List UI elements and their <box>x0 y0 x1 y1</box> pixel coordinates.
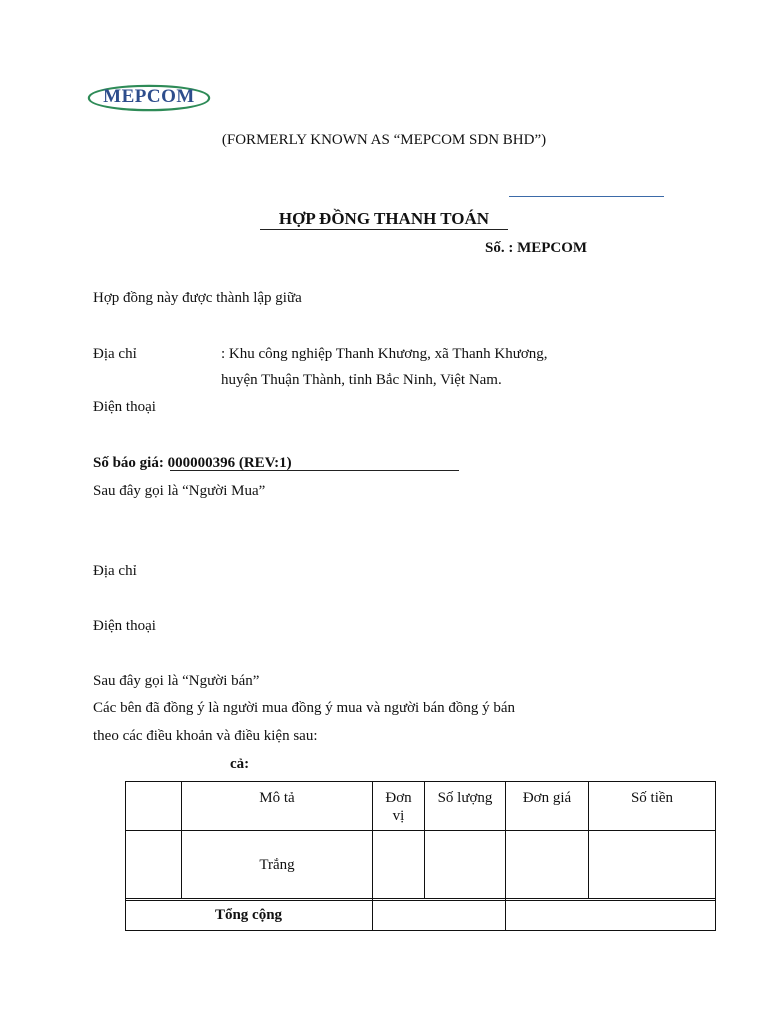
table-border-bottom <box>125 930 716 931</box>
quote-value: 000000396 (REV:1) <box>163 455 292 471</box>
formerly-known-as: (FORMERLY KNOWN AS “MEPCOM SDN BHD”) <box>221 132 547 148</box>
buyer-phone-label: Điện thoại <box>93 399 156 415</box>
agreement-line2: theo các điều khoản và điều kiện sau: <box>93 728 318 744</box>
row-description: Trắng <box>259 857 295 873</box>
table-border-left <box>125 781 126 931</box>
title-underline <box>260 229 508 230</box>
table-row-rule-double <box>125 900 716 901</box>
seller-address-label: Địa chỉ <box>93 563 137 579</box>
seller-phone-label: Điện thoại <box>93 618 156 634</box>
table-border-right <box>715 781 716 931</box>
mepcom-logo <box>86 80 212 116</box>
header-unit-price: Đơn giá <box>522 790 572 806</box>
buyer-address-line2: huyện Thuận Thành, tỉnh Bắc Ninh, Việt Nam. <box>221 372 502 388</box>
header-amount: Số tiền <box>630 790 674 806</box>
quote-label: Số báo giá: <box>93 455 164 471</box>
items-table <box>125 781 716 931</box>
table-row-rule <box>125 898 716 899</box>
buyer-called: Sau đây gọi là “Người Mua” <box>93 483 266 499</box>
blue-divider <box>509 196 664 197</box>
contract-number: Số. : MEPCOM <box>485 240 588 256</box>
agreement-fragment: cả: <box>230 756 250 772</box>
seller-called: Sau đây gọi là “Người bán” <box>93 673 260 689</box>
logo-text: MEPCOM <box>103 86 195 107</box>
header-unit-line1: Đơn <box>385 790 412 806</box>
table-header-rule <box>125 830 716 831</box>
quote-underline <box>170 470 459 471</box>
table-border-top <box>125 781 716 782</box>
intro-text: Hợp đồng này được thành lập giữa <box>93 290 302 306</box>
total-label: Tổng cộng <box>214 907 283 923</box>
header-quantity: Số lượng <box>437 790 493 806</box>
buyer-address-label: Địa chỉ <box>93 346 137 362</box>
buyer-address-line1: : Khu công nghiệp Thanh Khương, xã Thanh Khương, <box>221 346 548 362</box>
header-unit-line2: vị <box>392 808 405 824</box>
header-description: Mô tả <box>259 790 295 806</box>
header-unit <box>373 789 424 825</box>
agreement-line1: Các bên đã đồng ý là người mua đồng ý mua và người bán đồng ý bán <box>93 700 516 716</box>
contract-title: HỢP ĐỒNG THANH TOÁN <box>278 209 490 228</box>
